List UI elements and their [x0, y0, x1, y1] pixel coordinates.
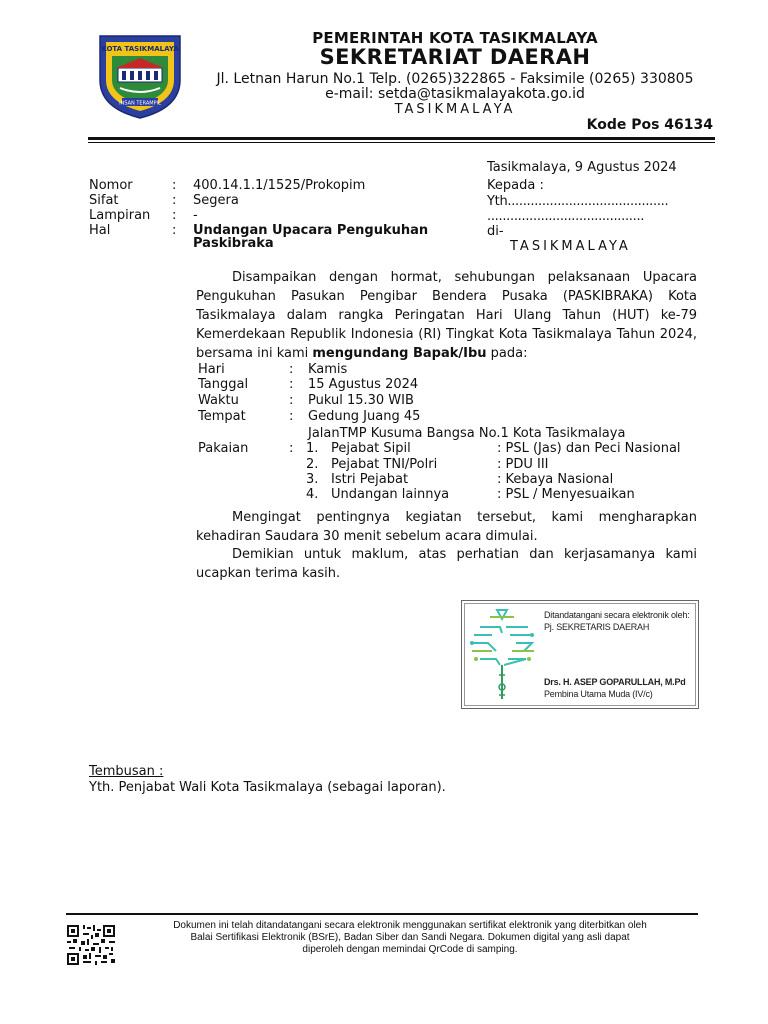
- meta-colon: :: [172, 223, 177, 238]
- letter-date: Tasikmalaya, 9 Agustus 2024: [487, 160, 677, 175]
- recipient-city: TASIKMALAYA: [510, 239, 631, 254]
- dress-item-attire: : PSL (Jas) dan Peci Nasional: [497, 441, 681, 456]
- intro-bold: mengundang Bapak/Ibu: [312, 346, 487, 361]
- dress-item-group: Pejabat TNI/Polri: [331, 457, 438, 472]
- meta-label: Lampiran: [89, 208, 151, 223]
- detail-value: 15 Agustus 2024: [308, 377, 419, 392]
- detail-colon: :: [289, 362, 294, 377]
- meta-subject-line2: Paskibraka: [193, 236, 274, 251]
- closing-text-1: Mengingat pentingnya kegiatan tersebut, kami mengharapkan kehadiran Saudara 30 menit sebelum acara dimulai.: [196, 510, 697, 544]
- meta-colon: :: [172, 178, 177, 193]
- dress-code-label: Pakaian: [198, 441, 249, 456]
- signatory-rank: Pembina Utama Muda (IV/c): [544, 689, 653, 699]
- dress-item-attire: : PDU III: [497, 457, 549, 472]
- detail-colon: :: [289, 393, 294, 408]
- dress-item-group: Pejabat Sipil: [331, 441, 411, 456]
- intro-end: pada:: [490, 346, 528, 361]
- tembusan-line: Yth. Penjabat Wali Kota Tasikmalaya (sebagai laporan).: [89, 780, 446, 795]
- intro-paragraph: [196, 268, 697, 363]
- detail-colon: :: [289, 377, 294, 392]
- recipient-kepada: Kepada :: [487, 178, 544, 193]
- signature-office: Pj. SEKRETARIS DAERAH: [544, 622, 650, 632]
- postcode: Kode Pos 46134: [586, 117, 713, 133]
- closing-text-2: Demikian untuk maklum, atas perhatian dan kerjasamanya kami ucapkan terima kasih.: [196, 547, 697, 581]
- dress-item-number: 4.: [306, 487, 319, 502]
- footer-line-2: Balai Sertifikasi Elektronik (BSrE), Badan Siber dan Sandi Negara. Dokumen digital yang asli dapat: [190, 932, 630, 943]
- office-city: TASIKMALAYA: [394, 102, 516, 117]
- meta-label: Nomor: [89, 178, 133, 193]
- dress-item-group: Istri Pejabat: [331, 472, 409, 487]
- letterhead-rule-thin: [88, 142, 715, 143]
- meta-colon: :: [172, 193, 177, 208]
- detail-label: Tanggal: [198, 377, 249, 392]
- footer-line-1: Dokumen ini telah ditandatangani secara elektronik menggunakan sertifikat elektronik yang diterbitkan oleh: [173, 920, 647, 931]
- meta-label: Hal: [89, 223, 111, 238]
- detail-label: Waktu: [198, 393, 239, 408]
- meta-value: 400.14.1.1/1525/Prokopim: [193, 178, 366, 193]
- meta-subject-line1: Undangan Upacara Pengukuhan: [193, 223, 429, 238]
- office-email: e-mail: setda@tasikmalayakota.go.id: [325, 86, 585, 102]
- meta-value: Segera: [193, 193, 239, 208]
- logo-text-bottom: INSAN TERAMPIL: [119, 100, 161, 107]
- dress-item-number: 2.: [306, 457, 319, 472]
- dress-item-number: 1.: [306, 441, 319, 456]
- dress-item-attire: : Kebaya Nasional: [497, 472, 614, 487]
- meta-colon: :: [172, 208, 177, 223]
- bsre-emblem-icon: [466, 605, 536, 705]
- detail-value: Kamis: [308, 362, 348, 377]
- office-address: Jl. Letnan Harun No.1 Telp. (0265)322865 - Faksimile (0265) 330805: [216, 71, 694, 87]
- footer-rule: [66, 913, 698, 915]
- footer-disclaimer: [130, 920, 690, 956]
- signatory-name: Drs. H. ASEP GOPARULLAH, M.Pd: [544, 677, 686, 687]
- meta-label: Sifat: [89, 193, 119, 208]
- logo-text-top: KOTA TASIKMALAYA: [101, 45, 179, 53]
- city-emblem-logo: [92, 30, 188, 120]
- tembusan-title: Tembusan :: [89, 764, 164, 779]
- recipient-yth: Yth..........................................: [487, 194, 669, 209]
- detail-colon: :: [289, 409, 294, 424]
- intro-text: Disampaikan dengan hormat, sehubungan pelaksanaan Upacara Pengukuhan Pasukan Pengibar Bendera Pusaka (PASKIBRAKA) Kota Tasikmalaya dalam rangka Peringatan Hari Ulang Tahun (HUT) ke-79 Kemerdekaan Republik Indonesia (RI) Tingkat Kota Tasikmalaya Tahun 2024, bersama ini kami: [196, 270, 697, 361]
- government-title: PEMERINTAH KOTA TASIKMALAYA: [312, 29, 598, 47]
- qr-code-icon: [67, 925, 115, 965]
- closing-paragraph-2: [196, 545, 697, 583]
- dress-code-colon: :: [289, 441, 294, 456]
- closing-paragraph-1: [196, 508, 697, 546]
- recipient-dots: .........................................: [487, 209, 645, 224]
- dress-item-attire: : PSL / Menyesuaikan: [497, 487, 635, 502]
- recipient-di: di-: [487, 224, 504, 239]
- detail-value: Pukul 15.30 WIB: [308, 393, 414, 408]
- meta-value: -: [193, 208, 198, 223]
- electronic-signature-box: [461, 600, 699, 709]
- dress-item-group: Undangan lainnya: [331, 487, 450, 502]
- detail-label: Hari: [198, 362, 225, 377]
- detail-value: Gedung Juang 45: [308, 409, 421, 424]
- signature-caption: Ditandatangani secara elektronik oleh:: [544, 610, 690, 620]
- letterhead-rule-thick: [88, 137, 715, 140]
- footer-line-3: diperoleh dengan memindai QrCode di samping.: [302, 944, 518, 955]
- office-title: SEKRETARIAT DAERAH: [319, 45, 591, 69]
- dress-item-number: 3.: [306, 472, 319, 487]
- detail-label: Tempat: [198, 409, 246, 424]
- detail-value: JalanTMP Kusuma Bangsa No.1 Kota Tasikmalaya: [308, 426, 626, 441]
